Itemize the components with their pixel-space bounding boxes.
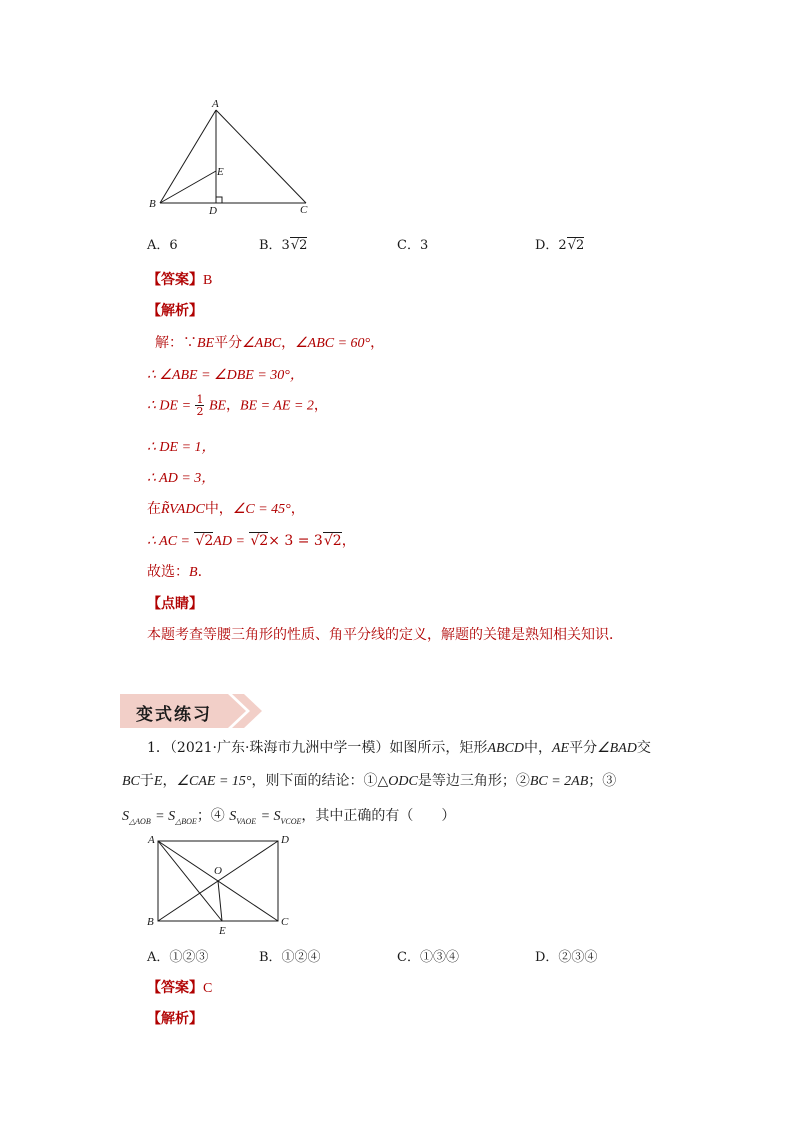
sqrt-sign: √2 <box>567 238 585 253</box>
solution-line-3: ∴ DE = $\frac{1}{2}$ BE，BE = AE = 2， <box>147 393 328 418</box>
q1-option-c: C．①③④ <box>397 950 459 965</box>
q0-option-d: D．2√2 <box>535 238 585 253</box>
analysis-tag-1: 【解析】 <box>147 303 203 319</box>
q0-option-c: C．3 <box>397 238 429 253</box>
q1-option-d: D．②③④ <box>535 950 598 965</box>
fig1-label-d: D <box>209 205 217 217</box>
fig1-label-c: C <box>300 204 308 216</box>
analysis-tag-2: 【解析】 <box>147 1011 203 1027</box>
q0-option-a: A．6 <box>147 238 178 253</box>
solution-line-2: ∴ ∠ABE = ∠DBE = 30°， <box>147 368 304 383</box>
answer-line-2: 【答案】C <box>147 980 213 996</box>
fig2-label-d: D <box>281 834 289 846</box>
fig1-label-e: E <box>217 166 224 178</box>
question1-line-2: BC于E，∠CAE = 15°，则下面的结论：①△ODC是等边三角形；②BC = 2AB；③ <box>122 773 617 789</box>
comment-tag-1: 【点睛】 <box>147 596 203 612</box>
q0-option-b: B．3√2 <box>259 238 308 253</box>
solution-line-5: ∴ AD = 3， <box>147 471 216 486</box>
comment-text-1: 本题考查等腰三角形的性质、角平分线的定义，解题的关键是熟知相关知识． <box>147 627 623 643</box>
fig2-label-c: C <box>281 916 289 928</box>
fig2-label-e: E <box>219 925 226 937</box>
fig2-label-b: B <box>147 916 154 928</box>
answer-line-1: 【答案】B <box>147 272 213 288</box>
fig2-label-o: O <box>214 865 222 877</box>
solution-line-8: 故选：B. <box>147 564 203 580</box>
fig2-label-a: A <box>148 834 155 846</box>
fig1-label-b: B <box>149 198 156 210</box>
solution-line-6: 在R̃VADC中，∠C = 45°， <box>147 501 305 517</box>
triangle-figure <box>140 95 330 220</box>
question1-line-1: 1．（2021·广东·珠海市九洲中学一模）如图所示，矩形ABCD中，AE平分∠BAD交 <box>147 740 651 756</box>
solution-line-7: ∴ AC = √2AD = √2× 3 = 3√2， <box>147 533 356 549</box>
q1-option-a: A．①②③ <box>147 950 209 965</box>
q1-option-b: B．①②④ <box>259 950 321 965</box>
section-banner-title: 变式练习 <box>136 705 212 725</box>
sqrt-sign: √2 <box>290 238 308 253</box>
solution-line-4: ∴ DE = 1， <box>147 440 216 455</box>
solution-line-1: 解：∵BE平分∠ABC，∠ABC = 60°， <box>155 335 385 351</box>
question1-line-3: $S_{\triangle AOB} = S_{\triangle BOE}$；④ $S_{VAOE} = S_{VCOE}$，其中正确的有（ ） <box>122 808 456 826</box>
fraction-half: $\frac{1}{2}$ <box>196 393 204 418</box>
fig1-label-a: A <box>212 98 219 110</box>
